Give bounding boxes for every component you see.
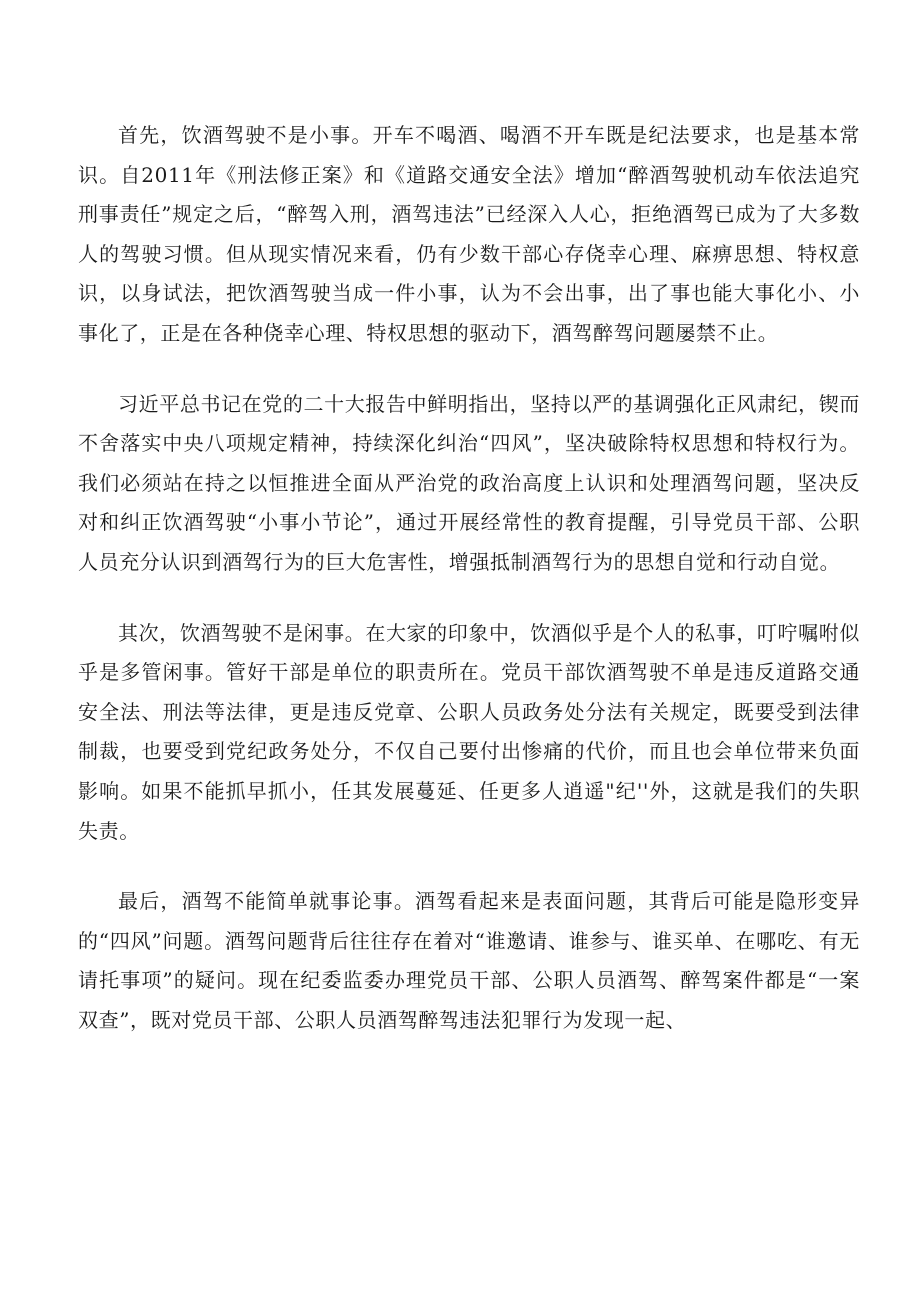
paragraph-4: 最后，酒驾不能简单就事论事。酒驾看起来是表面问题，其背后可能是隐形变异的“四风”问题。酒驾问题背后往往存在着对“谁邀请、谁参与、谁买单、在哪吃、有无请托事项”的疑问。现在纪委监委办理党员干部、公职人员酒驾、醉驾案件都是“一案双查”，既对党员干部、公职人员酒驾醉驾违法犯罪行为发现一起、 [78, 889, 860, 1032]
document-body [78, 116, 860, 1040]
paragraph-2: 习近平总书记在党的二十大报告中鲜明指出，坚持以严的基调强化正风肃纪，锲而不舍落实中央八项规定精神，持续深化纠治“四风”，坚决破除特权思想和特权行为。我们必须站在持之以恒推进全面从严治党的政治高度上认识和处理酒驾问题，坚决反对和纠正饮酒驾驶“小事小节论”，通过开展经常性的教育提醒，引导党员干部、公职人员充分认识到酒驾行为的巨大危害性，增强抵制酒驾行为的思想自觉和行动自觉。 [78, 391, 860, 574]
paragraph-3: 其次，饮酒驾驶不是闲事。在大家的印象中，饮酒似乎是个人的私事，叮咛嘱咐似乎是多管闲事。管好干部是单位的职责所在。党员干部饮酒驾驶不单是违反道路交通安全法、刑法等法律，更是违反党章、公职人员政务处分法有关规定，既要受到法律制裁，也要受到党纪政务处分，不仅自己要付出惨痛的代价，而且也会单位带来负面影响。如果不能抓早抓小，任其发展蔓延、任更多人逍遥"纪''外，这就是我们的失职失责。 [78, 620, 860, 843]
paragraph-1: 首先，饮酒驾驶不是小事。开车不喝酒、喝酒不开车既是纪法要求，也是基本常识。自2011年《刑法修正案》和《道路交通安全法》增加“醉酒驾驶机动车依法追究刑事责任”规定之后，“醉驾入刑，酒驾违法”已经深入人心，拒绝酒驾已成为了大多数人的驾驶习惯。但从现实情况来看，仍有少数干部心存侥幸心理、麻痹思想、特权意识，以身试法，把饮酒驾驶当成一件小事，认为不会出事，出了事也能大事化小、小事化了，正是在各种侥幸心理、特权思想的驱动下，酒驾醉驾问题屡禁不止。 [78, 123, 860, 345]
